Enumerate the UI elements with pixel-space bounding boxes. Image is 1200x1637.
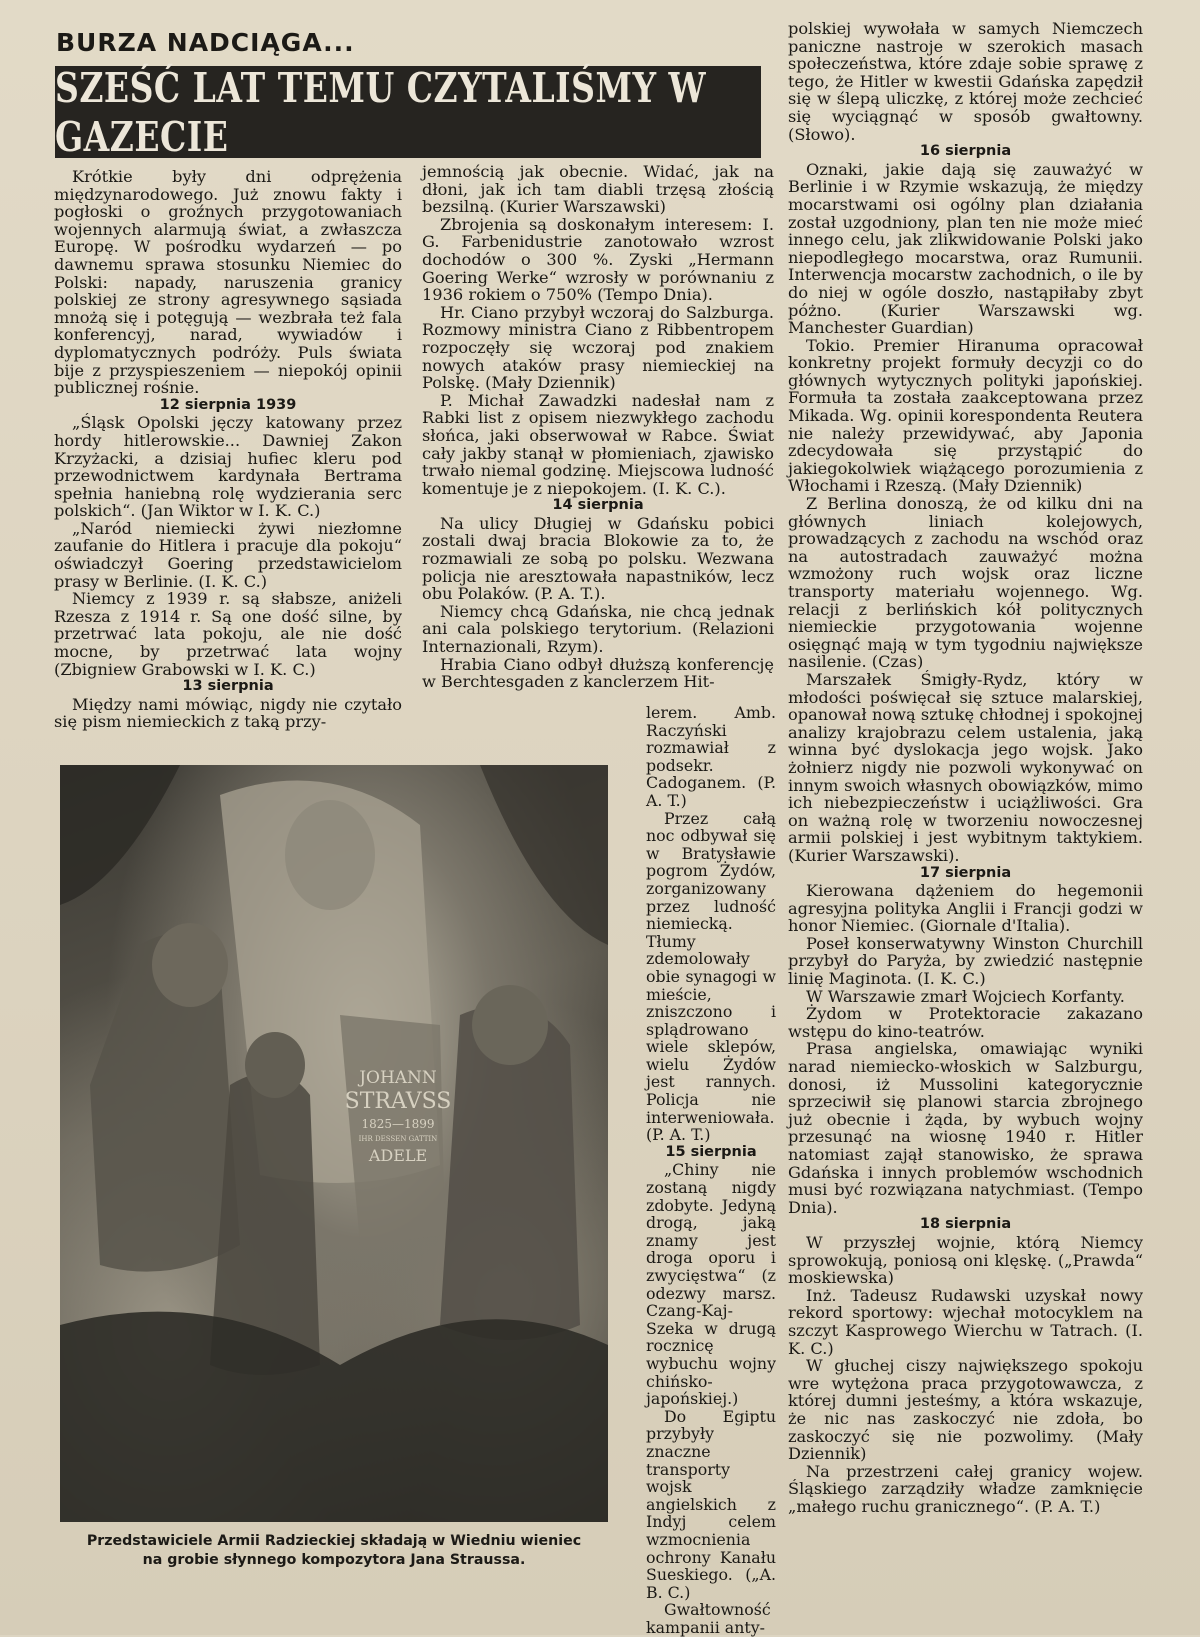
- news-paragraph: Na przestrzeni całej granicy wojew. Śląskiego zarządziły władze zamknięcie „małego ruchu granicznego“. (P. A. T.): [788, 1461, 1143, 1516]
- monument-line-4: IHR DESSEN GATTIN: [358, 1135, 438, 1143]
- photo-caption-line-1: Przedstawiciele Armii Radzieckiej składają w Wiedniu wieniec: [86, 1533, 582, 1549]
- date-heading: 13 sierpnia: [182, 678, 274, 695]
- foliage-shape: [60, 1312, 608, 1522]
- news-paragraph: Żydom w Protektoracie zakazano wstępu do kino-teatrów.: [788, 1004, 1143, 1041]
- photo-caption-line-2: na grobie słynnego kompozytora Jana Straussa.: [142, 1552, 526, 1568]
- kicker-heading: BURZA NADCIĄGA...: [56, 28, 355, 57]
- news-paragraph: Na ulicy Długiej w Gdańsku pobici zostali dwaj bracia Blokowie za to, że rozmawiali ze sobą po polsku. Wezwana policja nie aresztowała napastników, lecz obu Polaków. (P. A. T.).: [422, 513, 774, 604]
- news-paragraph: Z Berlina donoszą, że od kilku dni na głównych liniach kolejowych, prowadzących z zachodu na wschód oraz na autostradach zauważyć można wzmożony ruch wojsk oraz liczne transporty materiału wojennego. Wg. relacji z berlińskich kół politycznych niemieckie przygotowania wojenne osięgnąć mają w tym tygodniu największe nasilenie. (Czas): [788, 494, 1143, 672]
- monument-line-5: ADELE: [368, 1146, 428, 1165]
- news-paragraph: Hrabia Ciano odbył dłuższą konferencję w Berchtesgaden z kanclerzem Hit-: [422, 654, 774, 692]
- news-paragraph: Inż. Tadeusz Rudawski uzyskał nowy rekord sportowy: wjechał motocyklem na szczyt Kasprowego Wierchu w Tatrach. (I. K. C.): [788, 1285, 1143, 1358]
- news-paragraph: Gwałtowność kampanii anty-: [646, 1600, 771, 1637]
- news-paragraph: Oznaki, jakie dają się zauważyć w Berlinie i w Rzymie wskazują, że między mocarstwami osi ogólny plan działania został uzgodniony, plan ten nie może mieć innego celu, jak zlikwidowanie Polski jako niepodległego mocarstwa, oraz Rumunii. Interwencja mocarstw zachodnich, o ile by do niej w ogóle doszło, nastąpiłaby zbyt póżno. (Kurier Warszawski wg. Manchester Guardian): [788, 159, 1143, 338]
- date-heading: 14 sierpnia: [552, 497, 644, 514]
- tree-branch-shape: [60, 765, 180, 905]
- article-column-3: [788, 20, 1143, 1515]
- monument-relief-shape: [285, 800, 375, 910]
- article-column-2-narrow: [646, 704, 776, 1636]
- news-paragraph: „Śląsk Opolski jęczy katowany przez hordy hitlerowskie... Dawniej Zakon Krzyżacki, a dzisiaj hufiec kleru pod przewodnictwem kardynała Bertrama spełnia haniebną rolę wydzierania serc polskich“. (Jan Wiktor w I. K. C.): [54, 413, 402, 521]
- news-paragraph: Tokio. Premier Hiranuma opracował konkretny projekt formuły decyzji co do głównych wytycznych polityki japońskiej. Formuła ta została zaakceptowana przez Mikada. Wg. opinii korespondenta Reutera nie należy przewidywać, aby Japonia zdecydowała się przystąpić do jakiegokolwiek wiążącego porozumienia z Włochami i Rzeszą. (Mały Dziennik): [788, 335, 1143, 496]
- news-paragraph: Marszałek Śmigły-Rydz, który w młodości poświęcał się sztuce malarskiej, opanował nową sztukę chłodnej i spokojnej analizy krajobrazu celem ustalenia, jaką winna być dyslokacja jego wojsk. Jako żołnierz nigdy nie pozwoli wykonywać on innym swoich własnych obowiązków, mimo ich niebezpieczeństw i uciążliwości. Gra on ważną rolę w tworzeniu nowoczesnej armii polskiej i jest wybitnym taktykiem. (Kurier Warszawski).: [788, 669, 1143, 865]
- news-paragraph: lerem. Amb. Raczyński rozmawiał z podsekr. Cadoganem. (P. A. T.): [646, 703, 776, 810]
- headline-text: SZEŚĆ LAT TEMU CZYTALIŚMY W GAZECIE: [55, 63, 707, 161]
- date-heading: 16 sierpnia: [919, 143, 1012, 160]
- article-column-1: [54, 168, 402, 731]
- news-paragraph: Kierowana dążeniem do hegemonii agresyjna polityka Anglii i Francji godzi w honor Niemiec. (Giornale d'Italia).: [788, 881, 1143, 936]
- news-paragraph: polskiej wywołała w samych Niemczech paniczne nastroje w szerokich masach społeczeństwa, które zdaje sobie sprawę z tego, że Hitler w kwestii Gdańska zapędził się w ślepą uliczkę, z której może zechcieć się wyciągnąć w sposób gwałtowny. (Słowo).: [788, 19, 1143, 144]
- date-heading: 18 sierpnia: [919, 1216, 1012, 1233]
- date-heading: 12 sierpnia 1939: [159, 396, 297, 413]
- news-paragraph: Zbrojenia są doskonałym interesem: I. G. Farbenidustrie zanotowało wzrost dochodów o 300 %. Zyski „Hermann Goering Werke“ wzrosły w porównaniu z 1936 rokiem o 750% (Tempo Dnia).: [422, 214, 774, 305]
- news-paragraph: Krótkie były dni odprężenia międzynarodowego. Już znowu fakty i pogłoski o groźnych przygotowaniach wojennych alarmują świat, a zwłaszcza Europę. W pośrodku wydarzeń — po dawnemu sprawa stosunku Niemiec do Polski: napady, naruszenia granicy polskiej ze strony agresywnego sąsiada mnożą się i potęgują — wezbrała też fala konferencyj, narad, wywiadów i dyplomatycznych podróży. Puls świata bije z przyspieszeniem — niepokój opinii publicznej rośnie.: [54, 167, 402, 398]
- monument-line-2: STRAVSS: [344, 1089, 452, 1114]
- date-heading: 17 sierpnia: [919, 864, 1012, 881]
- strauss-grave-photo: [60, 765, 608, 1522]
- date-heading: 15 sierpnia: [665, 1143, 757, 1160]
- news-paragraph: W przyszłej wojnie, którą Niemcy sprowokują, poniosą oni klęskę. („Prawda“ moskiewska): [788, 1232, 1143, 1288]
- monument-line-1: JOHANN: [359, 1068, 437, 1088]
- soldier-right-head: [472, 985, 548, 1065]
- news-paragraph: „Naród niemiecki żywi niezłomne zaufanie do Hitlera i pracuje dla pokoju“ oświadczył Goering przedstawicielom prasy w Berlinie. (I. K. C.): [54, 518, 402, 591]
- news-paragraph: Poseł konserwatywny Winston Churchill przybył do Paryża, by zwiedzić następnie linię Maginota. (I. K. C.): [788, 933, 1143, 989]
- news-paragraph: Niemcy z 1939 r. są słabsze, aniżeli Rzesza z 1914 r. Są one dość silne, by przetrwać lata pokoju, ale nie dość mocne, by przetrwać lata wojny (Zbigniew Grabowski w I. K. C.): [54, 589, 402, 679]
- news-paragraph: jemnością jak obecnie. Widać, jak na dłoni, jak ich tam diabli trzęsą złością bezsilną. (Kurier Warszawski): [422, 162, 774, 217]
- news-paragraph: Prasa angielska, omawiając wyniki narad niemiecko-włoskich w Salzburgu, donosi, iż Mussolini kategorycznie sprzeciwił się planowi starcia zbrojnego już obecnie i żąda, by wybuch wojny przesunąć na wiosnę 1940 r. Hitler natomiast zajął stanowisko, że sprawa Gdańska i innych problemów wschodnich musi być rozwiązana natychmiast. (Tempo Dnia).: [788, 1039, 1143, 1217]
- news-paragraph: Niemcy chcą Gdańska, nie chcą jednak ani cala polskiego terytorium. (Relazioni Internazionali, Rzym).: [422, 601, 774, 657]
- soldier-left-head: [152, 923, 228, 1007]
- news-paragraph: Między nami mówiąc, nigdy nie czytało się pism niemieckich z taką przy-: [54, 694, 402, 732]
- news-paragraph: Hr. Ciano przybył wczoraj do Salzburga. Rozmowy ministra Ciano z Ribbentropem rozpoczęły się wczoraj pod znakiem nowych ataków prasy niemieckiej na Polskę. (Mały Dziennik): [422, 302, 774, 393]
- soldier-middle-head: [245, 1032, 305, 1098]
- headline-banner: [55, 63, 761, 161]
- photo-illustration: [60, 765, 608, 1522]
- news-paragraph: W głuchej ciszy największego spokoju wre wytężona praca przygotowawcza, z której dumni jesteśmy, a która wskazuje, że nic nas zaskoczyć nie zdoła, bo zaskoczyć się nie pozwolimy. (Mały Dziennik): [788, 1356, 1143, 1464]
- news-paragraph: P. Michał Zawadzki nadesłał nam z Rabki list z opisem niezwykłego zachodu słońca, jaki obserwował w Rabce. Świat cały jakby stanął w płomieniach, zjawisko trwało niemal godzinę. Miejscowa ludność komentuje je z niepokojem. (I. K. C.).: [422, 390, 774, 498]
- news-paragraph: „Chiny nie zostaną nigdy zdobyte. Jedyną drogą, jaką znamy jest droga oporu i zwycięstwa“ (z odezwy marsz. Czang-Kaj-Szeka w drugą rocznicę wybuchu wojny chińsko-japońskiej.): [646, 1160, 776, 1409]
- photo-caption: [56, 1532, 612, 1570]
- tree-branch-shape: [480, 765, 608, 945]
- article-column-2: [422, 163, 774, 691]
- news-paragraph: W Warszawie zmarł Wojciech Korfanty.: [806, 986, 1125, 1006]
- news-paragraph: Przez całą noc odbywał się w Bratysławie pogrom Żydów, zorganizowany przez ludność niemiecką. Tłumy zdemolowały obie synagogi w mieście, zniszczono i splądrowano wiele sklepów, wielu Żydów jest rannych. Policja nie interweniowała. (P. A. T.): [646, 808, 776, 1145]
- monument-line-3: 1825—1899: [361, 1117, 435, 1131]
- news-paragraph: Do Egiptu przybyły znaczne transporty wojsk angielskich z Indyj celem wzmocnienia ochrony Kanału Sueskiego. („A. B. C.): [646, 1406, 776, 1602]
